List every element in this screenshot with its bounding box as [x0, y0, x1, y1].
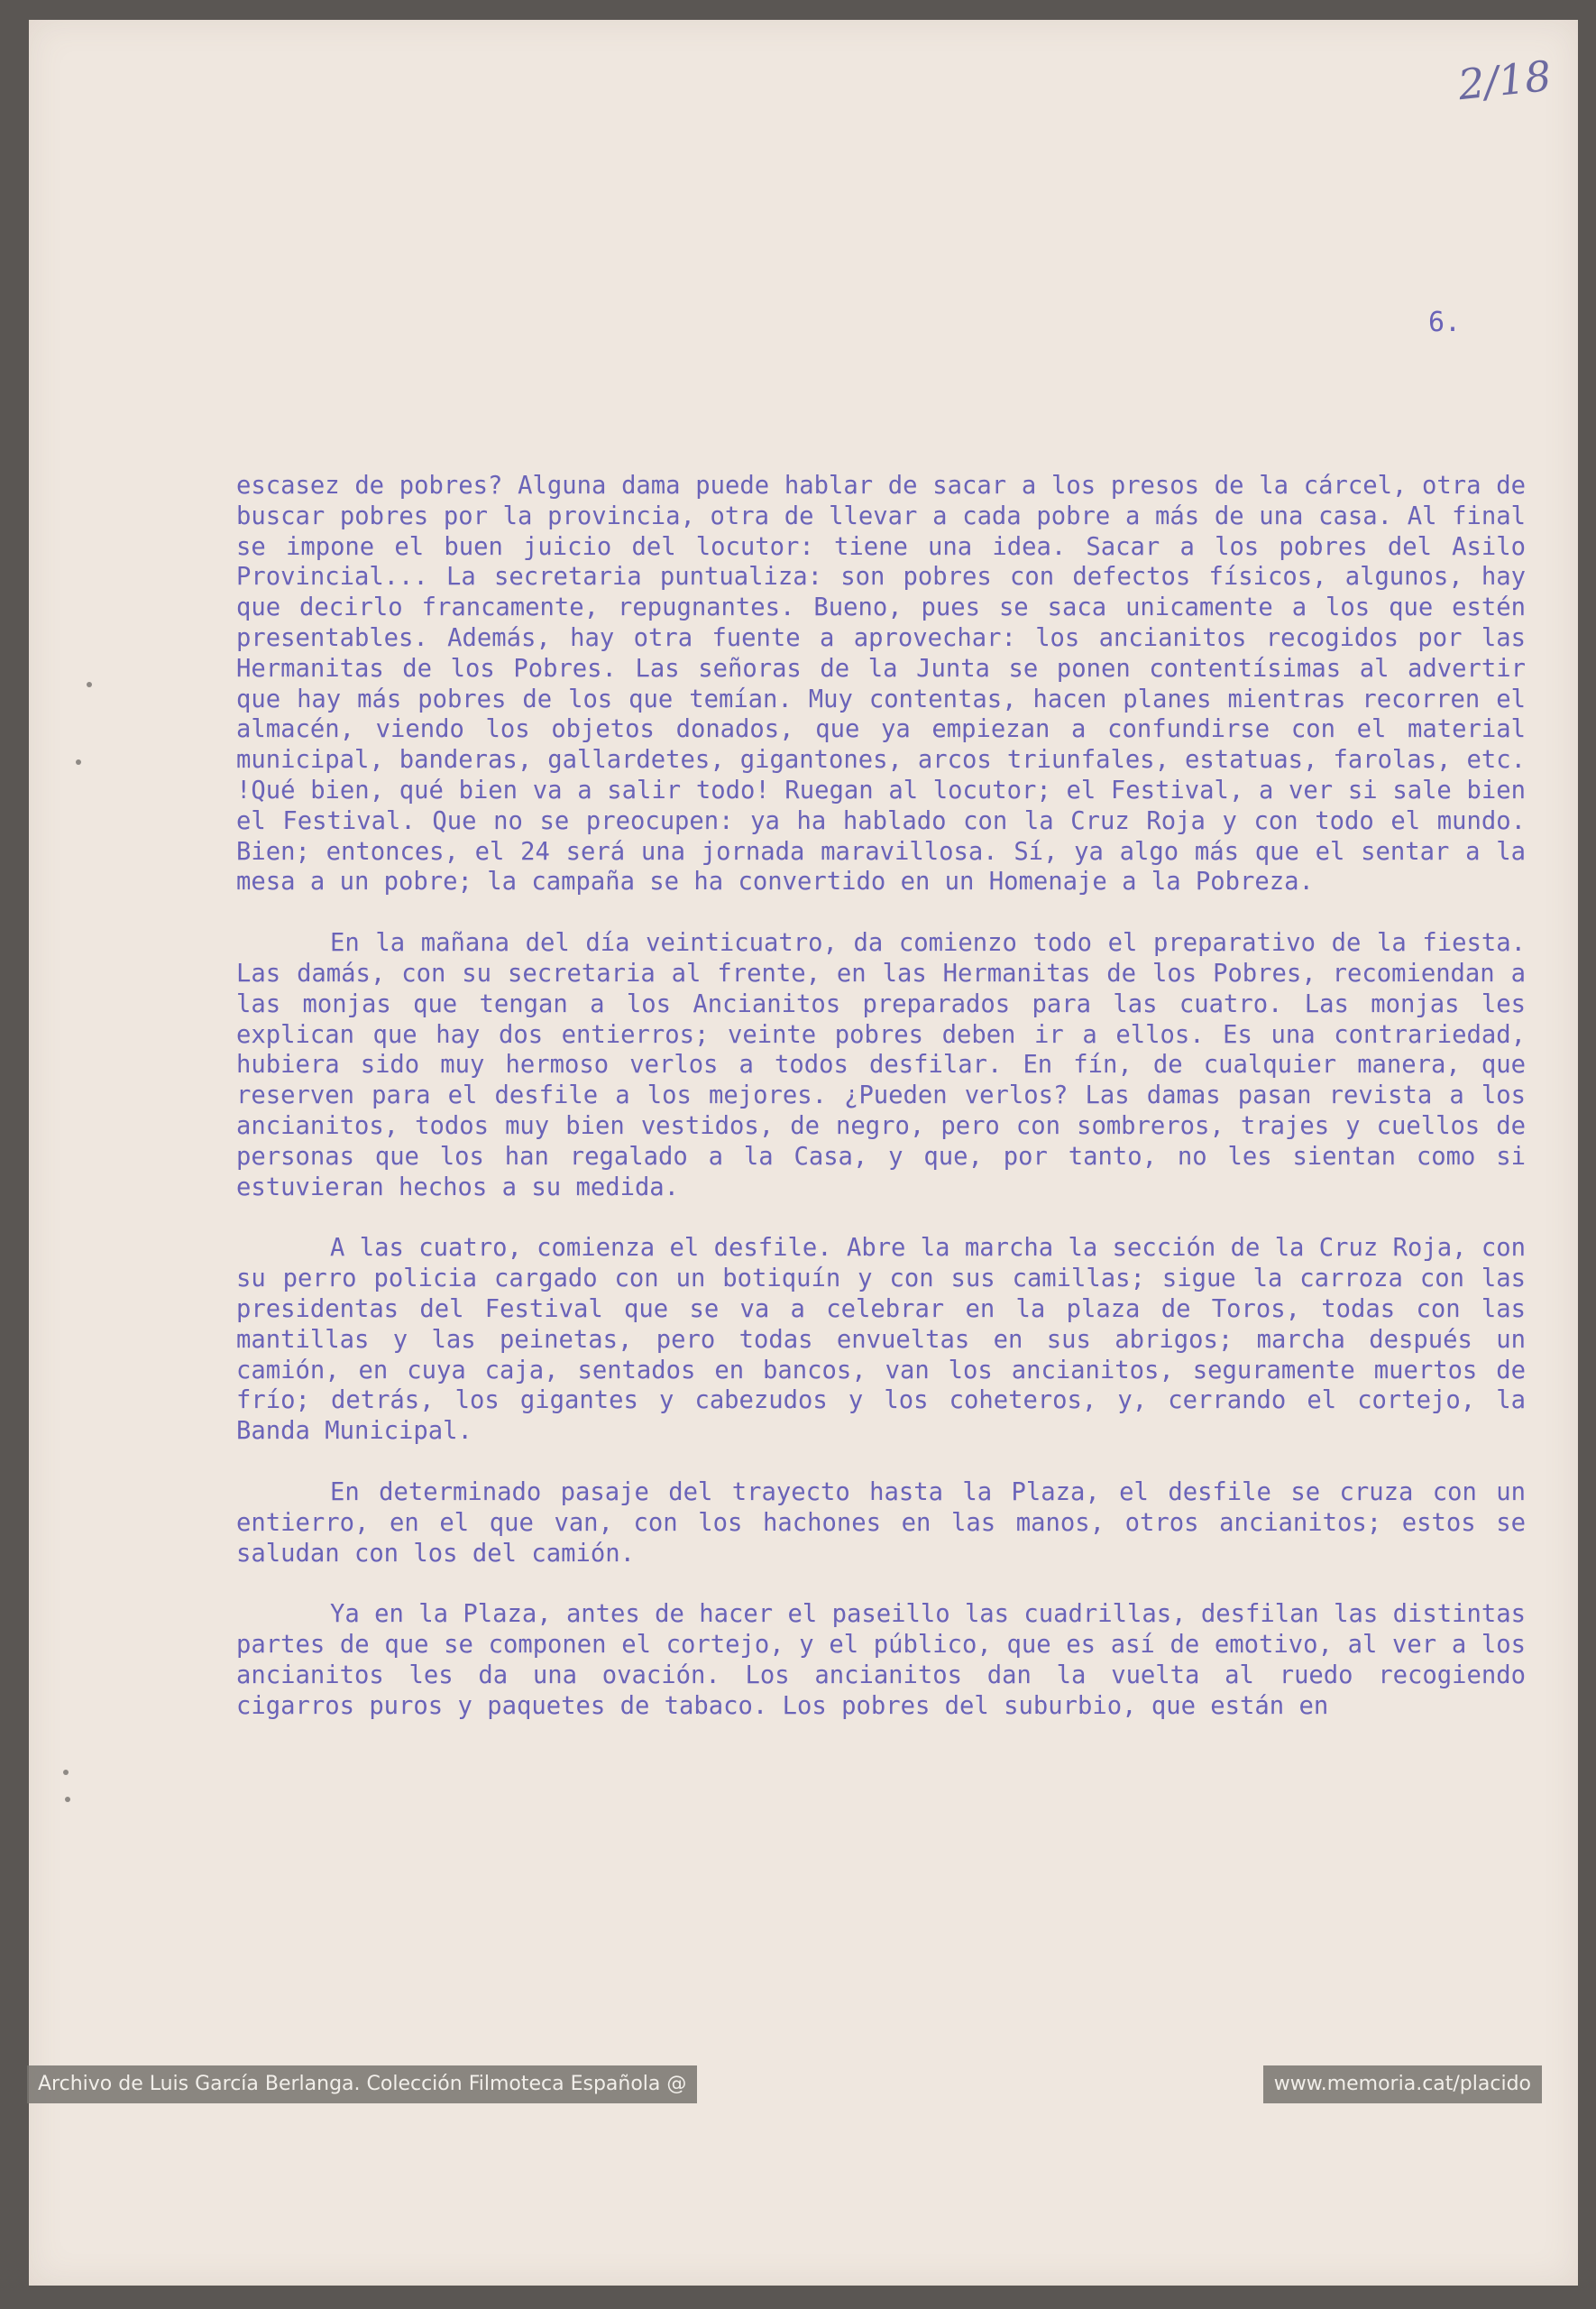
paragraph-3: A las cuatro, comienza el desfile. Abre la marcha la sección de la Cruz Roja, con su perro policia cargado con un botiquín y con sus camillas; sigue la carroza con las presidentas del Festival que se va a celebrar en la plaza de Toros, todas con las mantillas y las peinetas, pero todas envueltas en sus abrigos; marcha después un camión, en cuya caja, sentados en bancos, van los ancianitos, seguramente muertos de frío; detrás, los gigantes y cabezudos y los coheteros, y, cerrando el cortejo, la Banda Municipal. [236, 1234, 1526, 1446]
document-page [29, 20, 1578, 2286]
paragraph-1: escasez de pobres? Alguna dama puede hablar de sacar a los presos de la cárcel, otra de buscar pobres por la provincia, otra de llevar a cada pobre a más de una casa. Al final se impone el buen juicio del locutor: tiene una idea. Sacar a los pobres del Asilo Provincial... La secretaria puntualiza: son pobres con defectos físicos, algunos, hay que decirlo francamente, repugnantes. Bueno, pues se saca unicamente a los que estén presentables. Además, hay otra fuente a aprovechar: los ancianitos recogidos por las Hermanitas de los Pobres. Las señoras de la Junta se ponen contentísimas al advertir que hay más pobres de los que temían. Muy contentas, hacen planes mientras recorren el almacén, viendo los objetos donados, que ya empiezan a confundirse con el material municipal, banderas, gallardetes, gigantones, arcos triunfales, estatuas, farolas, etc. !Qué bien, qué bien va a salir todo! Ruegan al locutor; el Festival, a ver si sale bien el Festival. Que no se preocupen: ya ha hablado con la Cruz Roja y con todo el mundo. Bien; entonces, el 24 será una jornada maravillosa. Sí, ya algo más que el sentar a la mesa a un pobre; la campaña se ha convertido en un Homenaje a la Pobreza. [236, 472, 1526, 897]
handwritten-reference: 2/18 [1455, 51, 1554, 110]
archive-credit: Archivo de Luis García Berlanga. Colección Filmoteca Española @ [27, 2065, 697, 2103]
body-text [236, 471, 1526, 1752]
page-number: 6. [1428, 307, 1462, 338]
punch-mark [87, 682, 92, 687]
paragraph-2: En la mañana del día veinticuatro, da comienzo todo el preparativo de la fiesta. Las damás, con su secretaria al frente, en las Hermanitas de los Pobres, recomiendan a las monjas que tengan a los Ancianitos preparados para las cuatro. Las monjas les explican que hay dos entierros; veinte pobres deben ir a ellos. Es una contrariedad, hubiera sido muy hermoso verlos a todos desfilar. En fín, de cualquier manera, que reserven para el desfile a los mejores. ¿Pueden verlos? Las damas pasan revista a los ancianitos, todos muy bien vestidos, de negro, pero con sombreros, trajes y cuellos de personas que los han regalado a la Casa, y que, por tanto, no les sientan como si estuvieran hechos a su medida. [236, 929, 1526, 1201]
punch-mark [63, 1770, 69, 1775]
website-link[interactable]: www.memoria.cat/placido [1263, 2065, 1542, 2103]
paragraph-4: En determinado pasaje del trayecto hasta la Plaza, el desfile se cruza con un entierro, en el que van, con los hachones en las manos, otros ancianitos; estos se saludan con los del camión. [236, 1477, 1526, 1568]
punch-mark [76, 759, 81, 765]
punch-mark [65, 1797, 70, 1802]
paragraph-5: Ya en la Plaza, antes de hacer el paseillo las cuadrillas, desfilan las distintas partes de que se componen el cortejo, y el público, que es así de emotivo, al ver a los ancianitos les da una ovación. Los ancianitos dan la vuelta al ruedo recogiendo cigarros puros y paquetes de tabaco. Los pobres del suburbio, que están en [236, 1600, 1526, 1720]
